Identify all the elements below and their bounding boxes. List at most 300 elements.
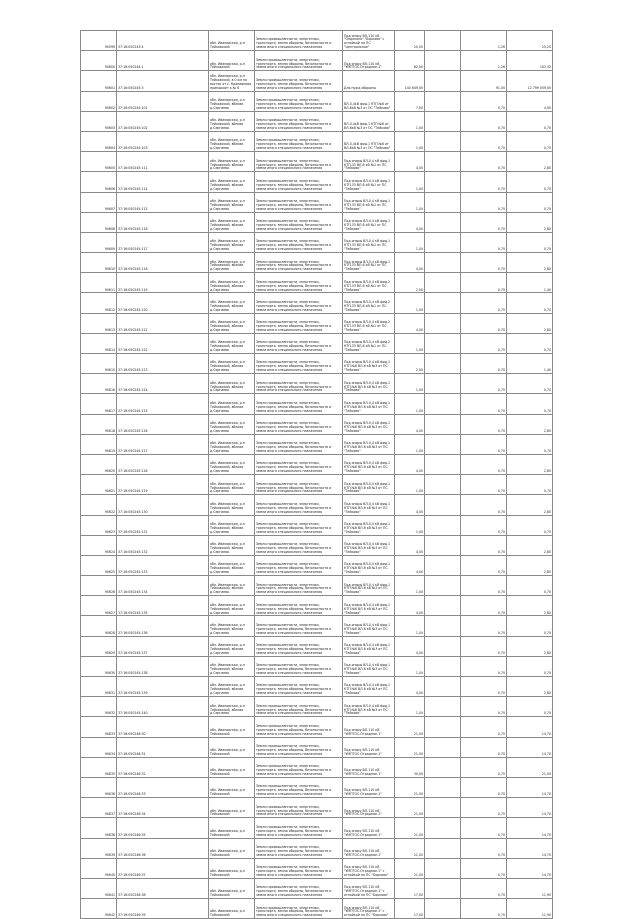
total-cell: 2,80 [507,636,553,656]
land-category-cell: Земли промышленности, энергетики, транспорта, земли обороны, безопасности и земли иного специального назначения [255,798,343,818]
cadastral-number-cell: 37:16:050246:31 [117,737,209,757]
rate-cell: 0,70 [461,212,507,232]
table-row [81,293,553,313]
table-row [81,818,553,838]
permitted-use-cell: Под опоры ВЛ-0,4 кВ фид.1 КТП №6 ВЛ-6 кВ №3 от ПС "Тейково" [343,616,395,636]
row-number-cell: 90612 [81,293,117,313]
land-category-cell: Земли промышленности, энергетики, транспорта, земли обороны, безопасности и земли иного специального назначения [255,535,343,555]
cadastral-number-cell: 37:16:050245:125 [117,394,209,414]
row-number-cell: 90614 [81,333,117,353]
total-cell: 14,70 [507,777,553,797]
row-number-cell: 90635 [81,757,117,777]
table-row [81,192,553,212]
land-category-cell: Земли промышленности, энергетики, транспорта, земли обороны, безопасности и земли иного специального назначения [255,858,343,878]
table-row [81,253,553,273]
area-cell: 1,00 [395,374,425,394]
table-row [81,535,553,555]
table-row [81,555,553,575]
total-cell: 0,70 [507,394,553,414]
permitted-use-cell: Под опоры ВЛ-0,4 кВ фид.1 КТП №6 ВЛ-6 кВ №3 от ПС "Тейково" [343,656,395,676]
rate-cell: 0,70 [461,656,507,676]
land-category-cell: Земли промышленности, энергетики, транспорта, земли обороны, безопасности и земли иного специального назначения [255,192,343,212]
area-cell: 140 649,00 [395,71,425,91]
rate-cell: 1,26 [461,31,507,51]
permitted-use-cell: ВЛ-0,4кВ фид.1 КТП №6 от ВЛ-6кВ №3 от ПС "Тейково" [343,131,395,151]
area-cell: 4,00 [395,636,425,656]
total-cell: 0,70 [507,656,553,676]
land-category-cell: Земли промышленности, энергетики, транспорта, земли обороны, безопасности и земли иного специального назначения [255,475,343,495]
total-cell: 0,70 [507,172,553,192]
permitted-use-cell: Под опоры ВЛ-0,4 кВ фид.1 КТП-33 ВЛ-6 кВ №1 от ПС "Тейково" [343,192,395,212]
total-cell: 2,80 [507,152,553,172]
address-cell: обл. Ивановская, р-н Тейковский, вблизи д.Сергиево [209,677,255,697]
area-cell: 17,00 [395,899,425,919]
table-row [81,71,553,91]
table-row [81,414,553,434]
land-category-cell: Земли промышленности, энергетики, транспорта, земли обороны, безопасности и земли иного специального назначения [255,273,343,293]
permitted-use-cell: Под опоры ВЛ-0,4 кВ фид.1 КТП-33 ВЛ-6 кВ №1 от ПС "Тейково" [343,152,395,172]
total-cell: 11,90 [507,878,553,898]
address-cell: обл. Ивановская, р-н Тейковский, вблизи д.Сергиево [209,555,255,575]
extra-cell [425,636,461,656]
extra-cell [425,616,461,636]
extra-cell [425,91,461,111]
table-row [81,131,553,151]
total-cell: 2,80 [507,212,553,232]
table-row [81,757,553,777]
extra-cell [425,757,461,777]
total-cell: 14,70 [507,858,553,878]
table-body [81,31,553,919]
cadastral-number-cell: 37:16:050245:133 [117,555,209,575]
table-row [81,899,553,919]
extra-cell [425,656,461,676]
permitted-use-cell: Под опоры ВЛ-0,4 кВ фид.1 КТП №6 ВЛ-6 кВ №3 от ПС "Тейково" [343,555,395,575]
address-cell: обл. Ивановская, р-н Тейковский, вблизи д.Сергиево [209,576,255,596]
cadastral-number-cell: 37:16:050245:103 [117,131,209,151]
cadastral-number-cell: 37:16:050245:114 [117,172,209,192]
row-number-cell: 90604 [81,131,117,151]
cadastral-number-cell: 37:16:050246:34 [117,798,209,818]
permitted-use-cell: ВЛ-0,4кВ фид.1 КТП №6 от ВЛ-6кВ №3 от ПС "Тейково" [343,111,395,131]
cadastral-number-cell: 37:16:050245:102 [117,111,209,131]
address-cell: обл. Ивановская, р-н Тейковский, вблизи д.Сергиево [209,192,255,212]
extra-cell [425,858,461,878]
total-cell: 2,80 [507,495,553,515]
rate-cell: 0,70 [461,374,507,394]
address-cell: обл. Ивановская, р-н Тейковский, вблизи д.Сергиево [209,91,255,111]
address-cell: обл. Ивановская, р-н Тейковский, вблизи д.Сергиево [209,697,255,717]
permitted-use-cell: Под опоры ВЛ-0,4 кВ фид.1 КТП-33 ВЛ-6 кВ №1 от ПС "Тейково" [343,172,395,192]
area-cell: 4,00 [395,555,425,575]
address-cell: обл. Ивановская, р-н Тейковский, вблизи д.Сергиево [209,232,255,252]
row-number-cell: 90603 [81,111,117,131]
address-cell: обл. Ивановская, р-н Тейковский, вблизи д.Сергиево [209,333,255,353]
rate-cell: 0,70 [461,131,507,151]
total-cell: 0,70 [507,333,553,353]
address-cell: обл. Ивановская, р-н Тейковский, вблизи д.Сергиево [209,535,255,555]
table-row [81,737,553,757]
land-category-cell: Земли промышленности, энергетики, транспорта, земли обороны, безопасности и земли иного специального назначения [255,576,343,596]
cadastral-number-cell: 37:16:050246:38 [117,878,209,898]
extra-cell [425,273,461,293]
area-cell: 82,00 [395,51,425,71]
address-cell: обл. Ивановская, р-н Тейковский, вблизи д.Сергиево [209,273,255,293]
rate-cell: 0,70 [461,818,507,838]
total-cell: 11,90 [507,899,553,919]
cadastral-number-cell: 37:16:050246:35 [117,818,209,838]
area-cell: 7,00 [395,91,425,111]
cadastral-number-cell: 37:16:050245:131 [117,515,209,535]
total-cell: 14,70 [507,717,553,737]
address-cell: обл. Ивановская, р-н Тейковский [209,798,255,818]
extra-cell [425,374,461,394]
area-cell: 21,00 [395,798,425,818]
land-category-cell: Земли промышленности, энергетики, транспорта, земли обороны, безопасности и земли иного специального назначения [255,677,343,697]
cadastral-number-cell: 37:16:050245:139 [117,677,209,697]
table-row [81,515,553,535]
cadastral-number-cell: 37:16:050245:121 [117,313,209,333]
table-row [81,434,553,454]
rate-cell: 0,70 [461,495,507,515]
land-category-cell: Земли промышленности, энергетики, транспорта, земли обороны, безопасности и земли иного специального назначения [255,131,343,151]
area-cell: 21,00 [395,858,425,878]
table-row [81,858,553,878]
row-number-cell: 90638 [81,818,117,838]
total-cell: 2,80 [507,677,553,697]
area-cell: 1,00 [395,697,425,717]
land-category-cell: Земли промышленности, энергетики, транспорта, земли обороны, безопасности и земли иного специального назначения [255,616,343,636]
total-cell: 0,70 [507,293,553,313]
extra-cell [425,454,461,474]
total-cell: 14,70 [507,737,553,757]
rate-cell: 0,70 [461,899,507,919]
row-number-cell: 90630 [81,656,117,676]
cadastral-number-cell: 37:16:050245:128 [117,454,209,474]
rate-cell: 0,70 [461,596,507,616]
extra-cell [425,777,461,797]
table-row [81,51,553,71]
permitted-use-cell: Под опоры ВЛ-0,4 кВ фид.1 КТП №6 ВЛ-6 кВ №3 от ПС "Тейково" [343,374,395,394]
area-cell: 1,00 [395,232,425,252]
permitted-use-cell: Под опоры ВЛ-0,4 кВ фид.1 КТП №6 ВЛ-6 кВ №3 от ПС "Тейково" [343,454,395,474]
extra-cell [425,717,461,737]
cadastral-number-cell: 37:16:050245:138 [117,656,209,676]
land-category-cell: Земли промышленности, энергетики, транспорта, земли обороны, безопасности и земли иного специального назначения [255,31,343,51]
table-row [81,313,553,333]
permitted-use-cell: Под опоры ВЛ-0,4 кВ фид.1 КТП №6 ВЛ-6 кВ №3 от ПС "Тейково" [343,354,395,374]
rate-cell: 0,70 [461,172,507,192]
table-row [81,656,553,676]
rate-cell: 0,70 [461,838,507,858]
row-number-cell: 90631 [81,677,117,697]
land-category-cell: Земли промышленности, энергетики, транспорта, земли обороны, безопасности и земли иного специального назначения [255,71,343,91]
area-cell: 4,00 [395,313,425,333]
extra-cell [425,71,461,91]
extra-cell [425,31,461,51]
row-number-cell: 90640 [81,858,117,878]
table-row [81,374,553,394]
address-cell: обл. Ивановская, р-н Тейковский, вблизи д.Сергиево [209,454,255,474]
address-cell: обл. Ивановская, р-н Тейковский, вблизи д.Сергиево [209,515,255,535]
address-cell: обл. Ивановская, р-н Тейковский, вблизи д.Сергиево [209,636,255,656]
area-cell: 1,00 [395,111,425,131]
area-cell: 1,00 [395,192,425,212]
cadastral-number-cell: 37:16:050245:140 [117,697,209,717]
area-cell: 21,00 [395,838,425,858]
cadastral-number-cell: 37:16:050245:137 [117,636,209,656]
row-number-cell: 90634 [81,737,117,757]
rate-cell: 0,70 [461,515,507,535]
total-cell: 2,80 [507,454,553,474]
row-number-cell: 90601 [81,71,117,91]
permitted-use-cell: Под опору ВЛ-110 кВ "УМПТОС-Отрадное-1" с отпайкой на ПС "Борково" [343,858,395,878]
permitted-use-cell: Под опоры ВЛ-0,4 кВ фид.2 КТП-33 ВЛ-6 кВ №1 от ПС "Тейково" [343,333,395,353]
table-row [81,31,553,51]
rate-cell: 0,70 [461,434,507,454]
permitted-use-cell: Под опоры ВЛ-0,4 кВ фид.1 КТП-33 ВЛ-6 кВ №1 от ПС "Тейково" [343,212,395,232]
rate-cell: 0,70 [461,414,507,434]
rate-cell: 0,70 [461,111,507,131]
row-number-cell: 90609 [81,232,117,252]
rate-cell: 0,70 [461,757,507,777]
total-cell: 2,80 [507,596,553,616]
rate-cell: 0,70 [461,333,507,353]
total-cell: 0,70 [507,697,553,717]
extra-cell [425,111,461,131]
total-cell: 2,80 [507,414,553,434]
row-number-cell: 90599 [81,31,117,51]
rate-cell: 0,70 [461,576,507,596]
address-cell: обл. Ивановская, р-н Тейковский, вблизи д.Сергиево [209,131,255,151]
permitted-use-cell: Под опоры ВЛ-0,4 кВ фид.1 КТП №6 ВЛ-6 кВ №3 от ПС "Тейково" [343,636,395,656]
row-number-cell: 90642 [81,899,117,919]
row-number-cell: 90618 [81,414,117,434]
permitted-use-cell: Под опоры ВЛ-0,4 кВ фид.2 КТП-33 ВЛ-6 кВ №1 от ПС "Тейково" [343,293,395,313]
extra-cell [425,212,461,232]
permitted-use-cell: Под опоры ВЛ-0,4 кВ фид.1 КТП №6 ВЛ-6 кВ №3 от ПС "Тейково" [343,475,395,495]
total-cell: 0,70 [507,232,553,252]
total-cell: 103,32 [507,51,553,71]
address-cell: обл. Ивановская, р-н Тейковский, в 0 км на восток от с. Крапивново, примыкает к № 6 [209,71,255,91]
land-category-cell: Земли промышленности, энергетики, транспорта, земли обороны, безопасности и земли иного специального назначения [255,354,343,374]
rate-cell: 0,70 [461,535,507,555]
row-number-cell: 90613 [81,313,117,333]
row-number-cell: 90620 [81,454,117,474]
area-cell: 1,00 [395,434,425,454]
land-category-cell: Земли промышленности, энергетики, транспорта, земли обороны, безопасности и земли иного специального назначения [255,757,343,777]
area-cell: 30,00 [395,757,425,777]
land-category-cell: Земли промышленности, энергетики, транспорта, земли обороны, безопасности и земли иного специального назначения [255,253,343,273]
total-cell: 2,80 [507,313,553,333]
row-number-cell: 90632 [81,697,117,717]
rate-cell: 0,70 [461,273,507,293]
area-cell: 4,00 [395,596,425,616]
row-number-cell: 90615 [81,354,117,374]
cadastral-number-cell: 37:16:050245:120 [117,293,209,313]
land-category-cell: Земли промышленности, энергетики, транспорта, земли обороны, безопасности и земли иного специального назначения [255,777,343,797]
row-number-cell: 90619 [81,434,117,454]
rate-cell: 1,26 [461,51,507,71]
table-row [81,576,553,596]
extra-cell [425,414,461,434]
area-cell: 21,00 [395,737,425,757]
table-row [81,232,553,252]
land-category-cell: Земли промышленности, энергетики, транспорта, земли обороны, безопасности и земли иного специального назначения [255,51,343,71]
area-cell: 17,00 [395,878,425,898]
address-cell: обл. Ивановская, р-н Тейковский, вблизи д.Сергиево [209,293,255,313]
cadastral-number-cell: 37:16:050243:4 [117,31,209,51]
extra-cell [425,576,461,596]
table-row [81,636,553,656]
address-cell: обл. Ивановская, р-н Тейковский [209,777,255,797]
row-number-cell: 90637 [81,798,117,818]
total-cell: 14,70 [507,818,553,838]
permitted-use-cell: Под опоры ВЛ-0,4 кВ фид.1 КТП №6 ВЛ-6 кВ №3 от ПС "Тейково" [343,434,395,454]
rate-cell: 0,70 [461,192,507,212]
extra-cell [425,475,461,495]
extra-cell [425,838,461,858]
cadastral-number-cell: 37:16:050246:39 [117,899,209,919]
address-cell: обл. Ивановская, р-н Тейковский [209,757,255,777]
row-number-cell: 90602 [81,91,117,111]
extra-cell [425,798,461,818]
extra-cell [425,354,461,374]
area-cell: 1,00 [395,576,425,596]
cadastral-number-cell: 37:16:050246:33 [117,777,209,797]
row-number-cell: 90626 [81,576,117,596]
rate-cell: 0,70 [461,878,507,898]
permitted-use-cell: Под опору ВЛ-110 кВ "УМПТОС-Отрадное-1" [343,777,395,797]
land-category-cell: Земли промышленности, энергетики, транспорта, земли обороны, безопасности и земли иного специального назначения [255,454,343,474]
area-cell: 21,00 [395,818,425,838]
rate-cell: 0,70 [461,858,507,878]
row-number-cell: 90629 [81,636,117,656]
land-register-table [80,30,553,919]
address-cell: обл. Ивановская, р-н Тейковский, вблизи д.Сергиево [209,596,255,616]
total-cell: 0,70 [507,192,553,212]
total-cell: 0,70 [507,616,553,636]
rate-cell: 0,70 [461,555,507,575]
address-cell: обл. Ивановская, р-н Тейковский [209,858,255,878]
permitted-use-cell: Под опоры ВЛ-0,4 кВ фид.1 КТП №6 ВЛ-6 кВ №3 от ПС "Тейково" [343,576,395,596]
permitted-use-cell: Под опоры ВЛ-0,4 кВ фид.1 КТП №6 ВЛ-6 кВ №3 от ПС "Тейково" [343,697,395,717]
rate-cell: 0,70 [461,232,507,252]
permitted-use-cell: Для нужд обороны [343,71,395,91]
cadastral-number-cell: 37:16:050245:132 [117,535,209,555]
permitted-use-cell: Под опору ВЛ-110 кВ "УМПТОС-Отрадное-1" [343,737,395,757]
row-number-cell: 90616 [81,374,117,394]
extra-cell [425,677,461,697]
cadastral-number-cell: 37:16:050245:122 [117,333,209,353]
permitted-use-cell: Под опору ВЛ-110 кВ "УМПТОС-Отрадное-1" [343,798,395,818]
cadastral-number-cell: 37:16:050245:115 [117,192,209,212]
cadastral-number-cell: 37:16:050245:118 [117,253,209,273]
permitted-use-cell: Под опоры ВЛ-0,4 кВ фид.1 КТП №6 ВЛ-6 кВ №3 от ПС "Тейково" [343,414,395,434]
row-number-cell: 90639 [81,838,117,858]
row-number-cell: 90636 [81,777,117,797]
total-cell: 14,70 [507,838,553,858]
address-cell: обл. Ивановская, р-н Тейковский, вблизи д.Сергиево [209,495,255,515]
extra-cell [425,333,461,353]
total-cell: 0,70 [507,111,553,131]
extra-cell [425,172,461,192]
rate-cell: 0,70 [461,293,507,313]
land-category-cell: Земли промышленности, энергетики, транспорта, земли обороны, безопасности и земли иного специального назначения [255,374,343,394]
table-row [81,172,553,192]
land-category-cell: Земли промышленности, энергетики, транспорта, земли обороны, безопасности и земли иного специального назначения [255,434,343,454]
area-cell: 4,00 [395,535,425,555]
table-row [81,677,553,697]
address-cell: обл. Ивановская, р-н Тейковский, вблизи д.Сергиево [209,414,255,434]
total-cell: 0,70 [507,576,553,596]
cadastral-number-cell: 37:16:050245:119 [117,273,209,293]
row-number-cell: 90610 [81,253,117,273]
total-cell: 25,20 [507,31,553,51]
total-cell: 1,40 [507,354,553,374]
row-number-cell: 90622 [81,495,117,515]
rate-cell: 0,70 [461,454,507,474]
rate-cell: 0,70 [461,354,507,374]
row-number-cell: 90624 [81,535,117,555]
extra-cell [425,697,461,717]
land-category-cell: Земли промышленности, энергетики, транспорта, земли обороны, безопасности и земли иного специального назначения [255,495,343,515]
table-row [81,152,553,172]
permitted-use-cell: Под опору ВЛ-110 кВ "Ондеколо"-"Борково" с отпайкой на ПС "Центральная" [343,31,395,51]
address-cell: обл. Ивановская, р-н Тейковский [209,899,255,919]
extra-cell [425,152,461,172]
area-cell: 1,00 [395,475,425,495]
cadastral-number-cell: 37:16:050245:124 [117,374,209,394]
address-cell: обл. Ивановская, р-н Тейковский [209,838,255,858]
total-cell: 2,80 [507,535,553,555]
rate-cell: 0,70 [461,737,507,757]
total-cell: 4,90 [507,91,553,111]
permitted-use-cell: Под опоры ВЛ-0,4 кВ фид.1 КТП №6 ВЛ-6 кВ №3 от ПС "Тейково" [343,677,395,697]
land-category-cell: Земли промышленности, энергетики, транспорта, земли обороны, безопасности и земли иного специального назначения [255,232,343,252]
area-cell: 4,00 [395,212,425,232]
land-category-cell: Земли промышленности, энергетики, транспорта, земли обороны, безопасности и земли иного специального назначения [255,212,343,232]
rate-cell: 0,70 [461,697,507,717]
extra-cell [425,818,461,838]
land-category-cell: Земли промышленности, энергетики, транспорта, земли обороны, безопасности и земли иного специального назначения [255,878,343,898]
address-cell: обл. Ивановская, р-н Тейковский, вблизи д.Сергиево [209,656,255,676]
rate-cell: 91,00 [461,71,507,91]
area-cell: 21,00 [395,717,425,737]
extra-cell [425,232,461,252]
cadastral-number-cell: 37:16:050245:3 [117,71,209,91]
rate-cell: 0,70 [461,475,507,495]
cadastral-number-cell: 37:16:050245:134 [117,576,209,596]
land-category-cell: Земли промышленности, энергетики, транспорта, земли обороны, безопасности и земли иного специального назначения [255,596,343,616]
address-cell: обл. Ивановская, р-н Тейковский [209,31,255,51]
rate-cell: 0,70 [461,152,507,172]
rate-cell: 0,70 [461,798,507,818]
land-category-cell: Земли промышленности, энергетики, транспорта, земли обороны, безопасности и земли иного специального назначения [255,172,343,192]
row-number-cell: 90621 [81,475,117,495]
address-cell: обл. Ивановская, р-н Тейковский, вблизи д.Сергиево [209,152,255,172]
permitted-use-cell: Под опоры ВЛ-0,4 кВ фид.1 КТП №6 ВЛ-6 кВ №3 от ПС "Тейково" [343,515,395,535]
permitted-use-cell: Под опоры ВЛ-0,4 кВ фид.1 КТП №6 ВЛ-6 кВ №3 от ПС "Тейково" [343,394,395,414]
address-cell: обл. Ивановская, р-н Тейковский, вблизи д.Сергиево [209,253,255,273]
table-row [81,596,553,616]
address-cell: обл. Ивановская, р-н Тейковский, вблизи д.Сергиево [209,434,255,454]
row-number-cell: 90627 [81,596,117,616]
land-category-cell: Земли промышленности, энергетики, транспорта, земли обороны, безопасности и земли иного специального назначения [255,91,343,111]
rate-cell: 0,70 [461,91,507,111]
land-category-cell: Земли промышленности, энергетики, транспорта, земли обороны, безопасности и земли иного специального назначения [255,515,343,535]
extra-cell [425,535,461,555]
